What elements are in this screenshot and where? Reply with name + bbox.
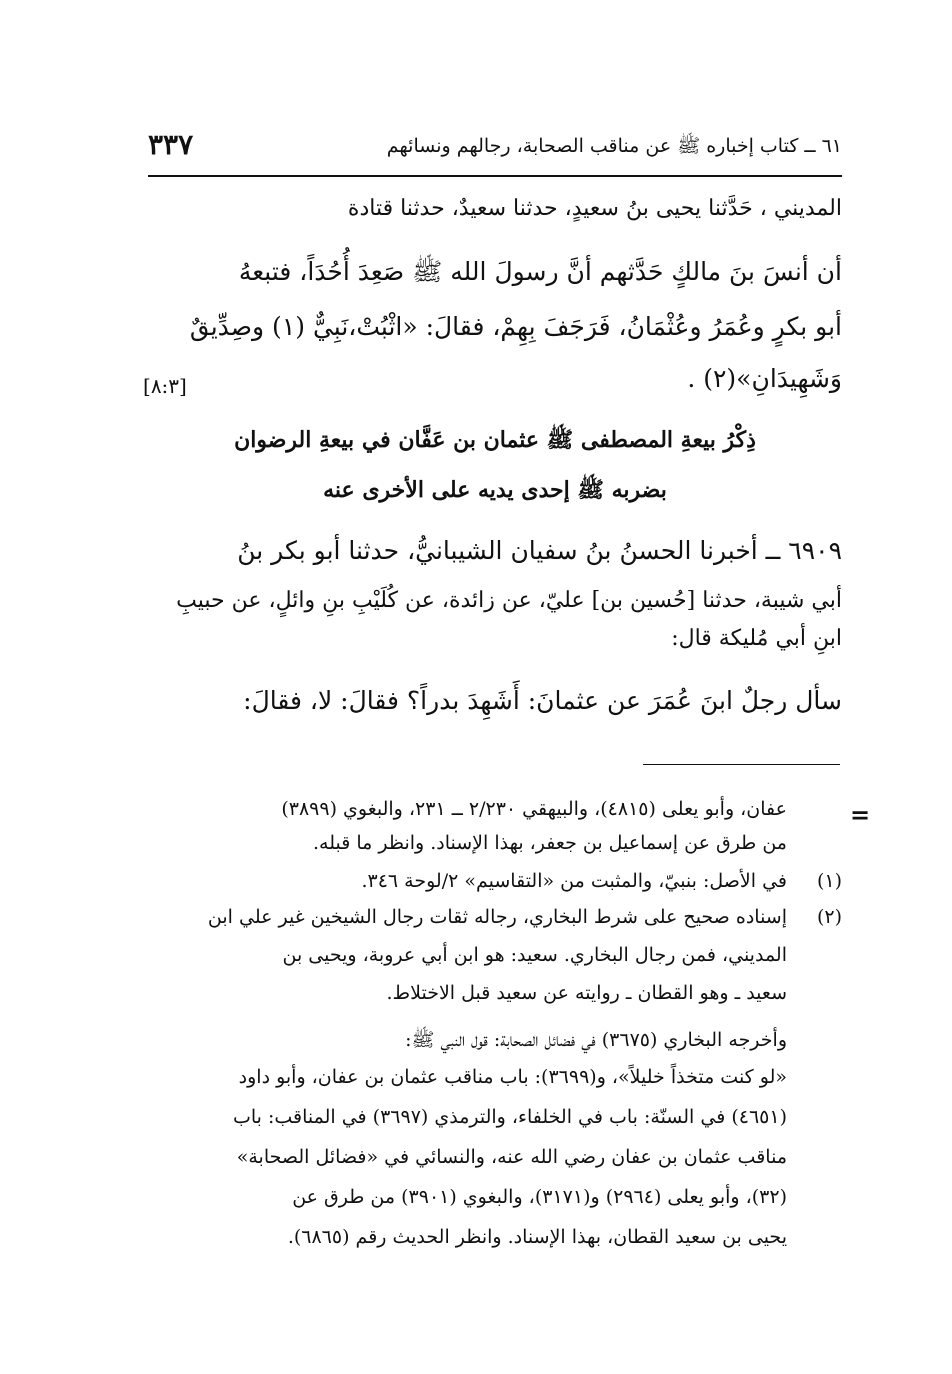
body-line-1: المديني ، حَدَّثنا يحيى بنُ سعيدٍ، حدثنا سعيدٌ، حدثنا قتادة [347,196,842,221]
page-header [148,128,842,168]
hadith-line-2: أبي شيبة، حدثنا [حُسين بن] عليّ، عن زائدة، عن كُلَيْبِ بنِ وائلٍ، عن حبيبِ [176,588,842,613]
body-line-3: أبو بكرٍ وعُمَرُ وعُثْمَانُ، فَرَجَفَ بِهِمْ، فقالَ: «اثْبُتْ،نَبِيٌّ (١) وصِدِّيقٌ [189,312,842,341]
source-reference: [٨:٣] [143,374,187,398]
footnote-2-line-3: سعيد ـ وهو القطان ـ روايته عن سعيد قبل الاختلاط. [386,982,787,1004]
footnote-2-line-9: يحيى بن سعيد القطان، بهذا الإسناد. وانظر الحديث رقم (٦٨٦٥). [287,1226,787,1248]
footnote-continuation-line-1: عفان، وأبو يعلى (٤٨١٥)، والبيهقي ٢/٢٣٠ ــ ٢٣١، والبغوي (٣٨٩٩) [281,798,787,820]
footnote-1-marker: (١) [816,870,842,892]
footnote-continuation-line-2: من طرق عن إسماعيل بن جعفر، بهذا الإسناد. وانظر ما قبله. [313,832,787,854]
body-line-4: وَشَهِيدَانِ»(٢) . [687,364,842,393]
running-title: ٦١ ــ كتاب إخباره ﷺ عن مناقب الصحابة، رجالهم ونسائهم [386,135,842,157]
page-number: ٣٣٧ [148,128,194,161]
hadith-line-4: سأل رجلٌ ابنَ عُمَرَ عن عثمانَ: أَشَهِدَ بدراً؟ فقالَ: لا، فقالَ: [243,686,842,715]
footnote-1-line-1: في الأصل: بنبيّ، والمثبت من «التقاسيم» ٢/لوحة ٣٤٦. [361,870,787,892]
footnote-2-marker: (٢) [816,906,842,928]
footnote-2-line-5: «لو كنت متخذاً خليلاً»، و(٣٦٩٩): باب مناقب عثمان بن عفان، وأبو داود [238,1066,787,1088]
footnote-2-line-8: (٣٢)، وأبو يعلى (٢٩٦٤) و(٣١٧١)، والبغوي (٣٩٠١) من طرق عن [292,1186,787,1208]
section-heading-line-1: ذِكْرُ بيعةِ المصطفى ﷺ عثمان بن عَفَّان في بيعةِ الرضوان [234,427,756,453]
footnote-rule [643,764,840,765]
footnote-2-line-2: المديني، فمن رجال البخاري. سعيد: هو ابن أبي عروبة، ويحيى بن [282,944,787,966]
footnote-continuation-mark: = [850,800,871,829]
footnote-2-line-7: مناقب عثمان بن عفان رضي الله عنه، والنسائي في «فضائل الصحابة» [236,1146,787,1168]
hadith-line-3: ابنِ أبي مُليكة قال: [671,626,842,651]
footnote-2-line-4: وأخرجه البخاري (٣٦٧٥) في فضائل الصحابة: قول النبي ﷺ: [405,1029,787,1051]
footnote-2-line-1: إسناده صحيح على شرط البخاري، رجاله ثقات رجال الشيخين غير علي ابن [207,906,787,928]
header-rule [148,175,842,177]
hadith-line-1: ٦٩٠٩ ــ أخبرنا الحسنُ بنُ سفيان الشيبانيُّ، حدثنا أبو بكر بنُ [237,536,842,565]
section-heading-line-2: بضربه ﷺ إحدى يديه على الأخرى عنه [323,477,667,503]
footnote-2-line-6: (٤٦٥١) في السنّة: باب في الخلفاء، والترمذي (٣٦٩٧) في المناقب: باب [232,1106,787,1128]
body-line-2: أن أنسَ بنَ مالكٍ حَدَّثهم أنَّ رسولَ الله ﷺ صَعِدَ أُحُدَاً، فتبعهُ [238,257,842,286]
